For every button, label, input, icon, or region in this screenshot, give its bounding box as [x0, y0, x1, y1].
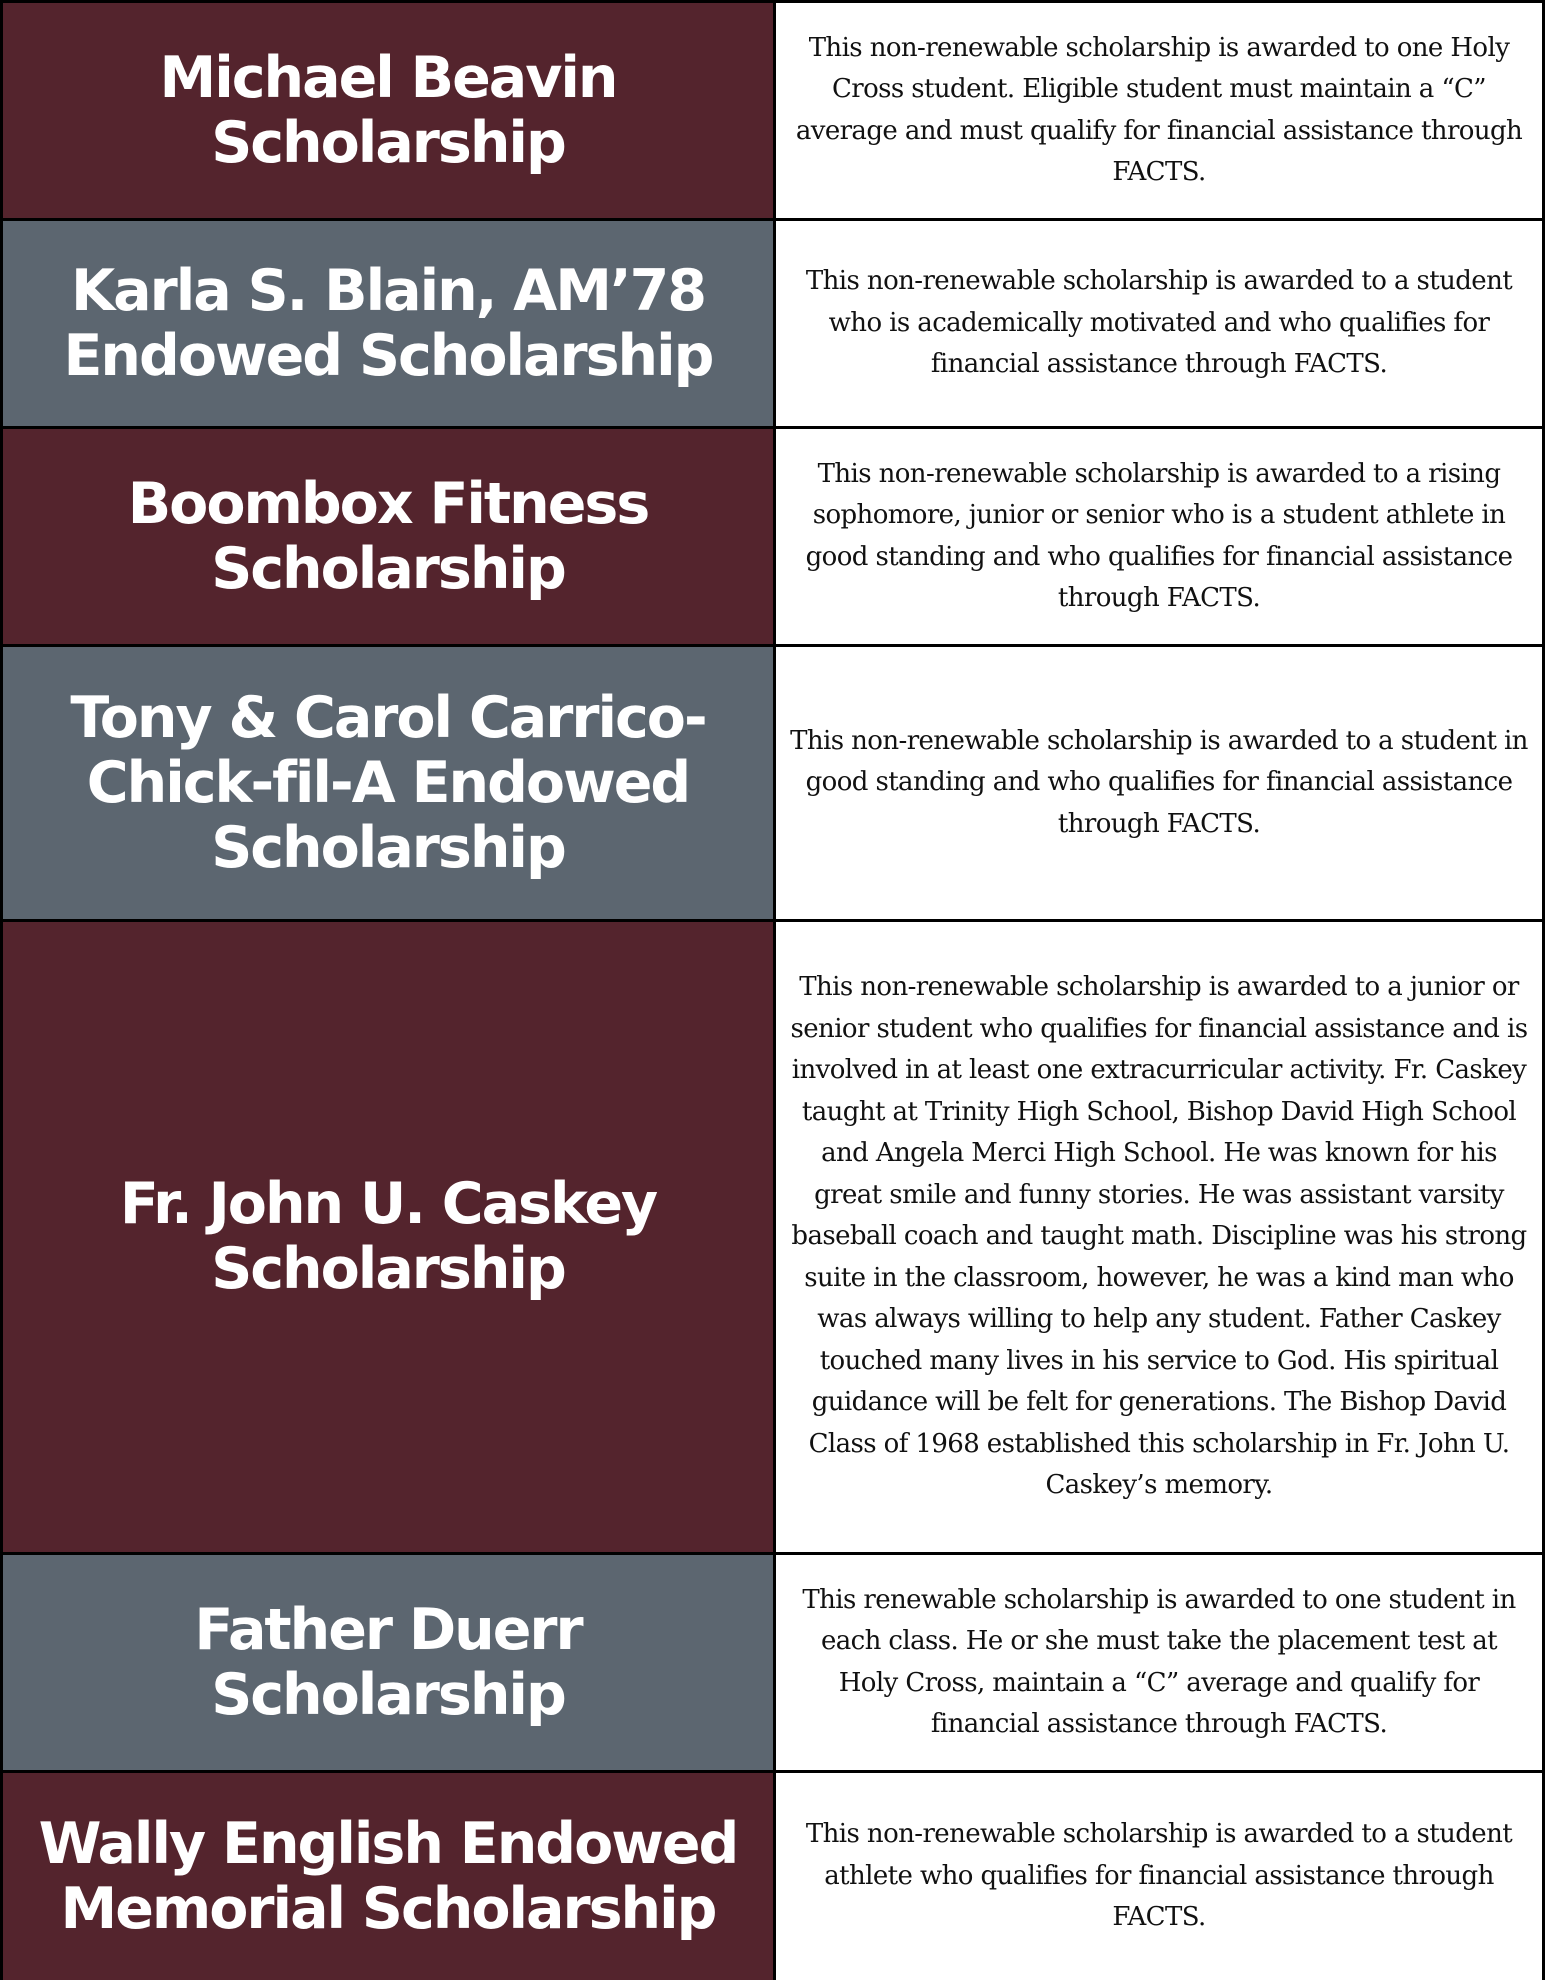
scholarship-description: This renewable scholarship is awarded to one student in each class. He or she must take the placement test at Holy Cross, maintain a “C” average and qualify for financial assistance through FACTS.: [802, 1584, 1516, 1739]
scholarship-name-cell: [3, 922, 773, 1552]
scholarship-name: Father Duerr Scholarship: [194, 1596, 582, 1728]
table-row: [0, 1773, 1545, 1980]
scholarship-description: This non-renewable scholarship is awarded to a junior or senior student who qualifies for financial assistance and is involved in at least one extracurricular activity. Fr. Caskey taught at Trinity High School, Bishop David High School and Angela Merci High School. He was known for his great smile and funny stories. He was assistant varsity baseball coach and taught math. Discipline was his strong suite in the classroom, however, he was a kind man who was always willing to help any student. Father Caskey touched many lives in his service to God. His spiritual guidance will be felt for generations. The Bishop David Class of 1968 established this scholarship in Fr. John U. Caskey’s memory.: [790, 972, 1528, 1501]
scholarship-description: This non-renewable scholarship is awarded to a rising sophomore, junior or senior who is a student athlete in good standing and who qualifies for financial assistance through FACTS.: [805, 458, 1513, 613]
table-row: [0, 647, 1545, 919]
scholarship-name-cell: [3, 429, 773, 644]
table-row: [0, 429, 1545, 644]
table-row: [0, 3, 1545, 218]
scholarship-name-cell: [3, 1773, 773, 1980]
scholarship-name: Boombox Fitness Scholarship: [127, 470, 649, 602]
table-row: [0, 221, 1545, 426]
scholarship-description-cell: [776, 1555, 1542, 1770]
scholarship-description-cell: [776, 429, 1542, 644]
scholarship-name-cell: [3, 647, 773, 919]
scholarship-name: Karla S. Blain, AM’78 Endowed Scholarship: [63, 257, 713, 389]
scholarship-name-cell: [3, 1555, 773, 1770]
scholarship-description-cell: [776, 221, 1542, 426]
scholarship-name-cell: [3, 3, 773, 218]
scholarship-description: This non-renewable scholarship is awarded to a student in good standing and who qualifies for financial assistance through FACTS.: [790, 725, 1528, 839]
table-row: [0, 922, 1545, 1552]
table-row: [0, 1555, 1545, 1770]
scholarship-description-cell: [776, 3, 1542, 218]
scholarship-description: This non-renewable scholarship is awarded to one Holy Cross student. Eligible student must maintain a “C” average and must qualify for financial assistance through FACTS.: [795, 32, 1523, 187]
scholarship-name-cell: [3, 221, 773, 426]
scholarship-name: Michael Beavin Scholarship: [159, 44, 617, 176]
scholarship-description-cell: [776, 922, 1542, 1552]
scholarship-name: Fr. John U. Caskey Scholarship: [119, 1171, 657, 1302]
scholarship-description-cell: [776, 1773, 1542, 1980]
scholarship-name: Tony & Carol Carrico- Chick-fil-A Endowed Scholarship: [70, 684, 706, 881]
scholarship-name: Wally English Endowed Memorial Scholarship: [38, 1810, 738, 1942]
scholarship-description-cell: [776, 647, 1542, 919]
scholarship-description: This non-renewable scholarship is awarded to a student athlete who qualifies for financial assistance through FACTS.: [805, 1819, 1513, 1933]
scholarship-description: This non-renewable scholarship is awarded to a student who is academically motivated and who qualifies for financial assistance through FACTS.: [805, 266, 1513, 380]
